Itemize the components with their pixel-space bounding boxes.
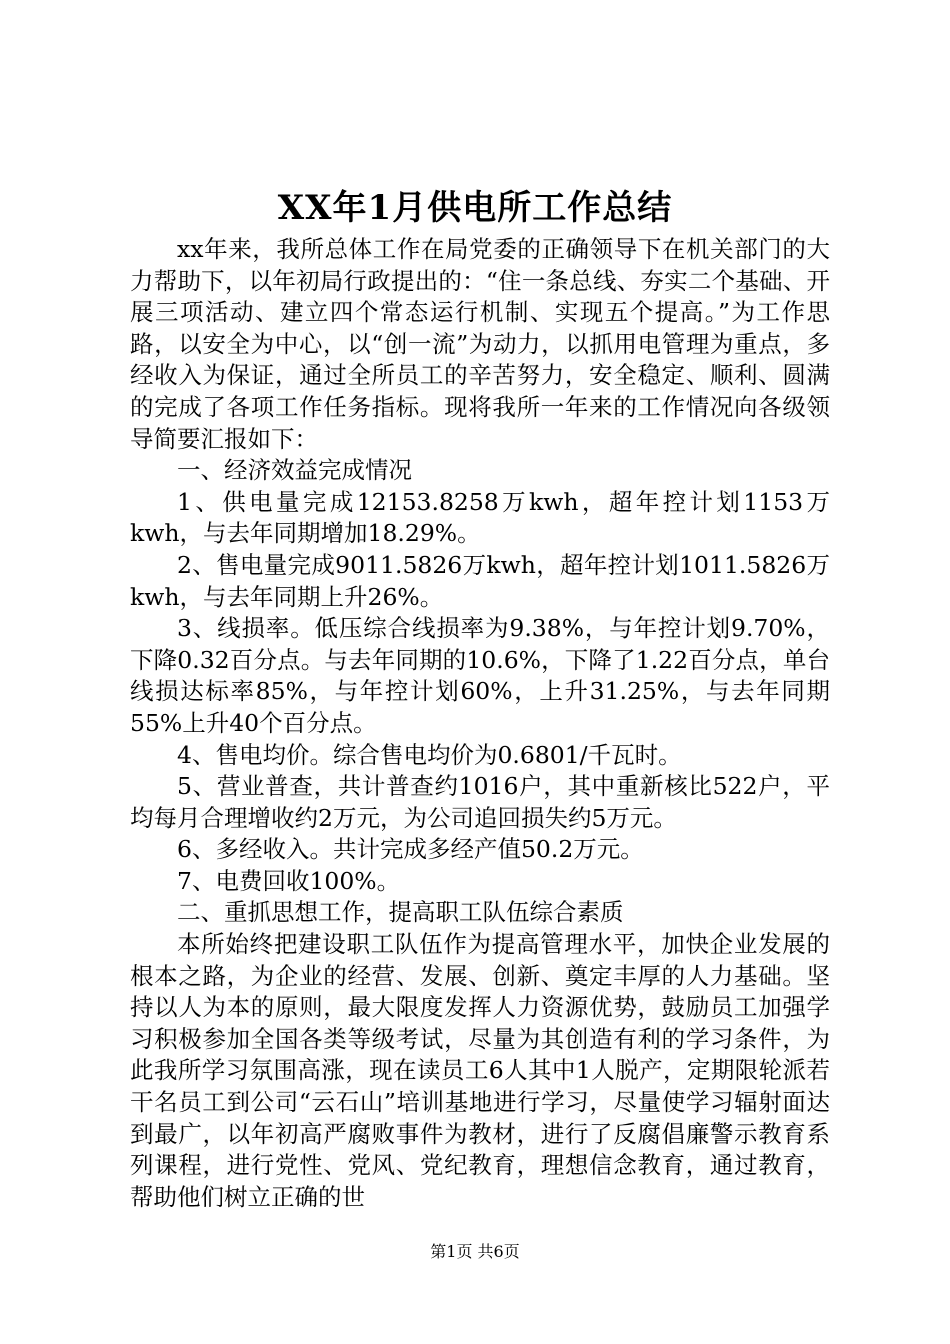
item-fee-recovery: 7、电费回收100%。 (177, 866, 401, 895)
staff-paragraph: 本所始终把建设职工队伍作为提高管理水平，加快企业发展的根本之路，为企业的经营、发展、创新、奠定丰厚的人力基础。坚持以人为本的原则，最大限度发挥人力资源优势，鼓励员工加强学习积极参加全国各类等级考试，尽量为其创造有利的学习条件，为此我所学习氛围高涨，现在读员工6人其中1人脱产，定期限轮派若干名员工到公司“云石山”培训基地进行学习，尽量使学习辐射面达到最广，以年初高严腐败事件为教材，进行了反腐倡廉警示教育系列课程，进行党性、党风、党纪教育，理想信念教育，通过教育，帮助他们树立正确的世 (130, 930, 830, 1211)
item-line-loss: 3、线损率。低压综合线损率为9.38%，与年控计划9.70%，下降0.32百分点。与去年同期的10.6%，下降了1.22百分点，单台线损达标率85%，与年控计划60%，上升31.25%，与去年同期55%上升40个百分点。 (130, 614, 830, 737)
item-diversified-income: 6、多经收入。共计完成多经产值50.2万元。 (177, 835, 644, 864)
section-heading-economic: 一、经济效益完成情况 (177, 456, 412, 485)
item-average-price: 4、售电均价。综合售电均价为0.6801/千瓦时。 (177, 740, 682, 769)
page-footer: 第1页 共6页 (430, 1242, 520, 1261)
section-heading-staff: 二、重抓思想工作，提高职工队伍综合素质 (177, 898, 624, 927)
item-power-supply: 1、供电量完成12153.8258万kwh，超年控计划1153万kwh，与去年同期增加18.29%。 (130, 487, 830, 548)
document-body (130, 234, 830, 1213)
document-title: XX年1月供电所工作总结 (277, 188, 673, 228)
intro-paragraph: xx年来，我所总体工作在局党委的正确领导下在机关部门的大力帮助下，以年初局行政提出的：“住一条总线、夯实二个基础、开展三项活动、建立四个常态运行机制、实现五个提高。”为工作思路，以安全为中心，以“创一流”为动力，以抓用电管理为重点，多经收入为保证，通过全所员工的辛苦努力，安全稳定、顺利、圆满的完成了各项工作任务指标。现将我所一年来的工作情况向各级领导简要汇报如下： (130, 235, 830, 453)
item-business-survey: 5、营业普查，共计普查约1016户，其中重新核比522户，平均每月合理增收约2万元，为公司追回损失约5万元。 (130, 772, 830, 832)
item-power-sales: 2、售电量完成9011.5826万kwh，超年控计划1011.5826万kwh，与去年同期上升26%。 (130, 550, 830, 611)
